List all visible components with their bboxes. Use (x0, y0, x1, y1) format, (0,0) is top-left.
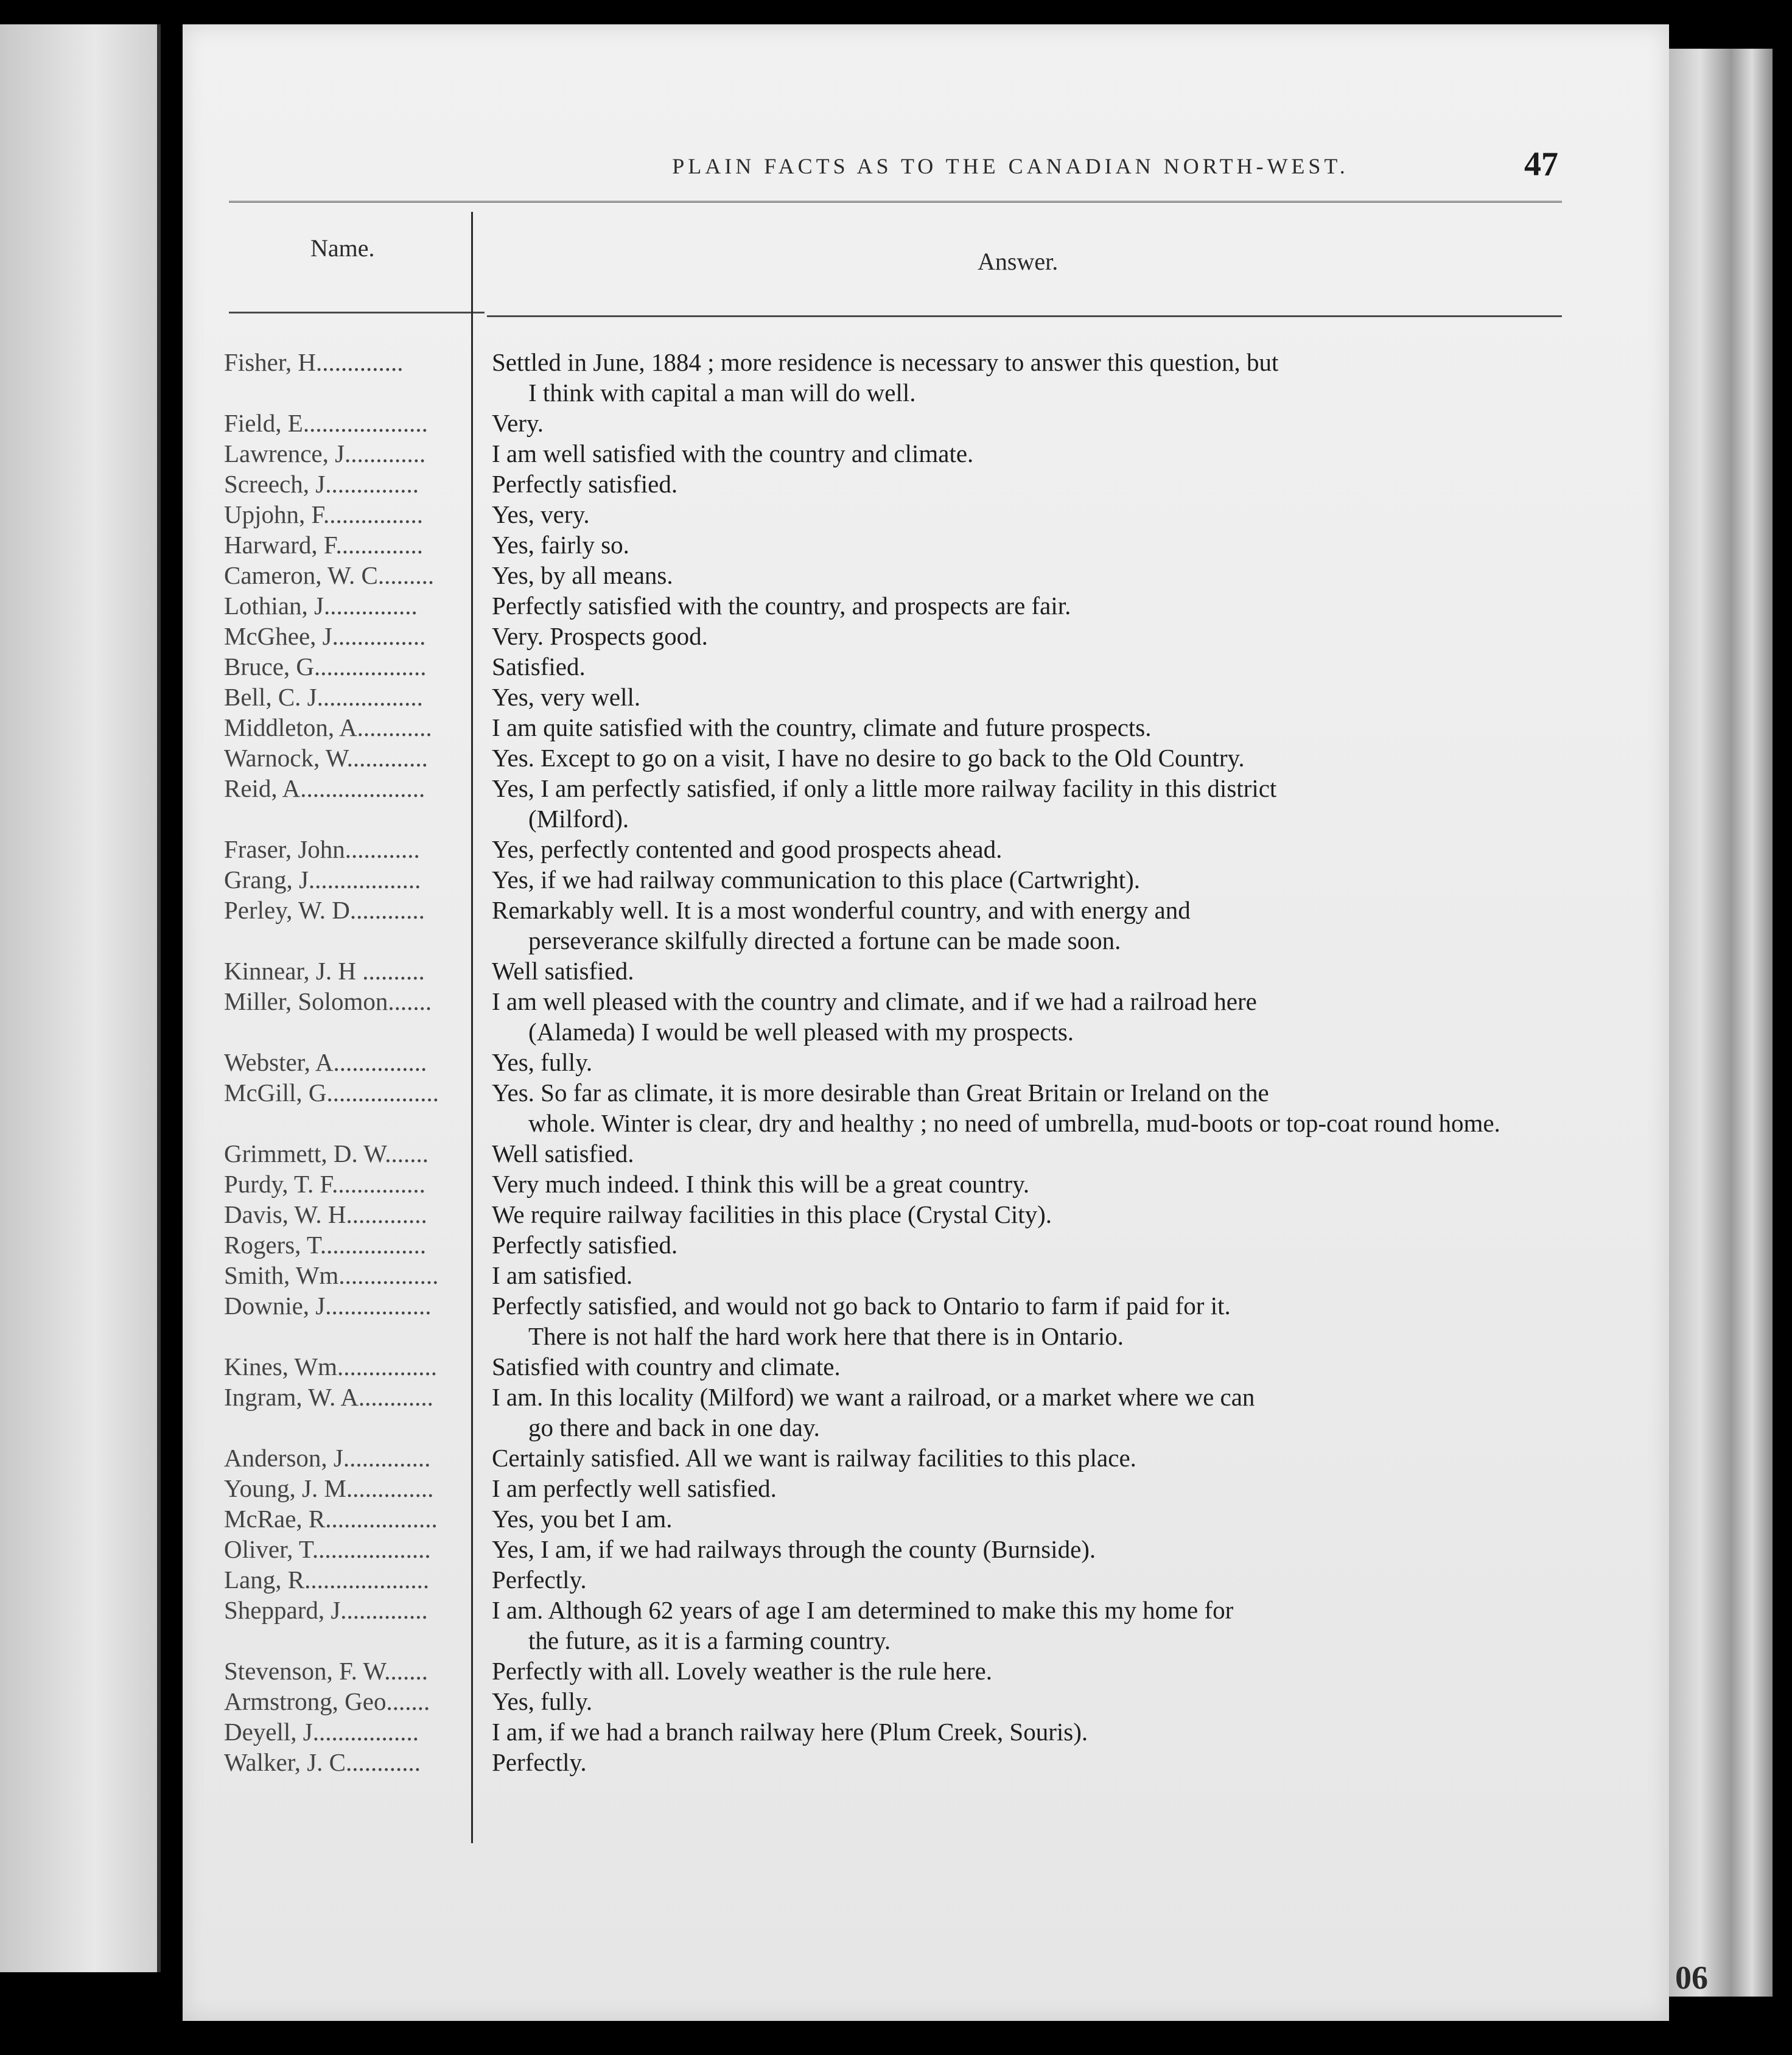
respondent-name: McGill, G.................. (224, 1079, 439, 1107)
respondent-answer (480, 560, 1564, 590)
respondent-name: Purdy, T. F............... (224, 1170, 425, 1198)
top-rule (229, 201, 1562, 203)
table-row (219, 560, 1564, 590)
respondent-answer (480, 986, 1564, 1047)
running-head: PLAIN FACTS AS TO THE CANADIAN NORTH-WEST. (672, 154, 1349, 178)
respondent-answer (480, 408, 1564, 438)
answer-text: I am well pleased with the country and climate, and if we had a railroad here (492, 987, 1257, 1015)
table-row (219, 1443, 1564, 1473)
table-row (219, 1138, 1564, 1169)
respondent-answer (480, 1443, 1564, 1473)
table-row (219, 1047, 1564, 1077)
respondent-answer (480, 864, 1564, 895)
answer-text: Yes, I am perfectly satisfied, if only a little more railway facility in this district (492, 774, 1277, 802)
respondent-name: Grang, J.................. (224, 866, 421, 894)
respondent-answer (480, 895, 1564, 956)
respondent-name: Young, J. M.............. (224, 1474, 434, 1502)
answer-text: Yes, fully. (492, 1048, 593, 1076)
respondent-name: Armstrong, Geo....... (224, 1687, 430, 1715)
respondent-answer (480, 1504, 1564, 1534)
respondent-name: Bell, C. J................. (224, 683, 423, 711)
table-row (219, 621, 1564, 651)
respondent-answer (480, 1534, 1564, 1564)
answer-text: Perfectly. (492, 1566, 587, 1594)
answer-header-rule (487, 315, 1562, 317)
table-row (219, 986, 1564, 1047)
respondent-name: Walker, J. C............ (224, 1748, 421, 1776)
respondent-name: Harward, F.............. (224, 531, 423, 559)
respondent-answer (480, 956, 1564, 986)
answer-text: Yes, I am, if we had railways through the county (Burnside). (492, 1535, 1096, 1563)
table-row (219, 438, 1564, 469)
respondent-answer (480, 1717, 1564, 1747)
respondent-name: Rogers, T................. (224, 1231, 427, 1259)
answer-text: Certainly satisfied. All we want is railway facilities to this place. (492, 1444, 1136, 1472)
answer-continuation: go there and back in one day. (528, 1413, 820, 1441)
answer-text: I am perfectly well satisfied. (492, 1474, 777, 1502)
respondent-answer (480, 1382, 1564, 1443)
respondent-name: Miller, Solomon....... (224, 987, 432, 1015)
table-row (219, 834, 1564, 864)
table-row (219, 682, 1564, 712)
answer-text: I am satisfied. (492, 1261, 633, 1289)
answer-text: Well satisfied. (492, 1140, 634, 1168)
respondent-answer (480, 712, 1564, 743)
answer-text: Yes, very well. (492, 683, 641, 711)
respondent-answer (480, 1656, 1564, 1686)
table-row (219, 1595, 1564, 1656)
table-row (219, 1382, 1564, 1443)
table-row (219, 1230, 1564, 1260)
respondent-answer (480, 773, 1564, 834)
answer-text: Satisfied with country and climate. (492, 1353, 841, 1381)
table-row (219, 712, 1564, 743)
answers-table (219, 347, 1564, 1777)
book-page (183, 24, 1669, 2021)
answer-column-header: Answer. (978, 248, 1059, 275)
respondent-answer (480, 1595, 1564, 1656)
name-column-header: Name. (310, 234, 375, 262)
table-row (219, 1564, 1564, 1595)
table-row (219, 1199, 1564, 1230)
respondent-answer (480, 530, 1564, 560)
respondent-name: Field, E.................... (224, 409, 428, 437)
table-row (219, 895, 1564, 956)
respondent-name: Fisher, H.............. (224, 348, 404, 376)
respondent-name: Fraser, John............ (224, 835, 420, 863)
answer-continuation: There is not half the hard work here that there is in Ontario. (528, 1322, 1124, 1350)
respondent-answer (480, 1351, 1564, 1382)
respondent-answer (480, 1564, 1564, 1595)
table-row (219, 743, 1564, 773)
answer-text: Yes, perfectly contented and good prospects ahead. (492, 835, 1003, 863)
respondent-answer (480, 743, 1564, 773)
respondent-answer (480, 1199, 1564, 1230)
edge-mark: 06 (1675, 1959, 1708, 1996)
answer-text: Well satisfied. (492, 957, 634, 985)
respondent-name: Cameron, W. C......... (224, 561, 435, 589)
table-row (219, 1351, 1564, 1382)
respondent-name: Sheppard, J.............. (224, 1596, 428, 1624)
answer-continuation: I think with capital a man will do well. (528, 379, 916, 407)
answer-continuation: (Milford). (528, 805, 629, 833)
answer-text: Remarkably well. It is a most wonderful country, and with energy and (492, 896, 1191, 924)
table-row (219, 590, 1564, 621)
answer-continuation: whole. Winter is clear, dry and healthy ; no need of umbrella, mud-boots or top-coat round home. (528, 1109, 1500, 1137)
respondent-name: Perley, W. D............ (224, 896, 425, 924)
table-row (219, 1260, 1564, 1290)
answer-text: Satisfied. (492, 653, 586, 681)
respondent-name: Downie, J................. (224, 1292, 432, 1320)
answer-text: Yes, you bet I am. (492, 1505, 673, 1533)
answer-text: I am, if we had a branch railway here (Plum Creek, Souris). (492, 1718, 1088, 1746)
answer-text: I am quite satisfied with the country, climate and future prospects. (492, 713, 1152, 741)
respondent-name: Screech, J............... (224, 470, 419, 498)
respondent-answer (480, 651, 1564, 682)
respondent-answer (480, 682, 1564, 712)
respondent-answer (480, 621, 1564, 651)
respondent-answer (480, 499, 1564, 530)
respondent-answer (480, 347, 1564, 408)
answer-text: Perfectly with all. Lovely weather is the rule here. (492, 1657, 992, 1685)
respondent-answer (480, 1047, 1564, 1077)
respondent-name: Upjohn, F................ (224, 500, 424, 528)
respondent-name: Grimmett, D. W....... (224, 1140, 429, 1168)
respondent-name: Reid, A.................... (224, 774, 425, 802)
respondent-answer (480, 1473, 1564, 1504)
answer-text: Settled in June, 1884 ; more residence is necessary to answer this question, but (492, 348, 1279, 376)
answer-text: Yes. So far as climate, it is more desirable than Great Britain or Ireland on the (492, 1079, 1269, 1107)
respondent-name: Anderson, J.............. (224, 1444, 431, 1472)
table-row (219, 1717, 1564, 1747)
respondent-answer (480, 1260, 1564, 1290)
table-row (219, 1169, 1564, 1199)
table-row (219, 499, 1564, 530)
respondent-answer (480, 469, 1564, 499)
answer-text: Yes, very. (492, 500, 590, 528)
table-row (219, 408, 1564, 438)
facing-page-edge (0, 24, 161, 1972)
respondent-name: Davis, W. H............. (224, 1200, 427, 1228)
answer-continuation: perseverance skilfully directed a fortune can be made soon. (528, 926, 1121, 954)
respondent-answer (480, 1230, 1564, 1260)
name-header-rule (229, 312, 485, 313)
respondent-name: Webster, A............... (224, 1048, 427, 1076)
answer-text: Yes, fully. (492, 1687, 593, 1715)
respondent-name: Kines, Wm................ (224, 1353, 438, 1381)
answer-text: Perfectly satisfied. (492, 1231, 678, 1259)
respondent-answer (480, 1077, 1564, 1138)
respondent-answer (480, 834, 1564, 864)
table-row (219, 1077, 1564, 1138)
respondent-name: Deyell, J................. (224, 1718, 419, 1746)
respondent-name: Stevenson, F. W....... (224, 1657, 429, 1685)
table-row (219, 1656, 1564, 1686)
respondent-name: Lang, R.................... (224, 1566, 430, 1594)
table-row (219, 1534, 1564, 1564)
respondent-name: McRae, R.................. (224, 1505, 438, 1533)
respondent-answer (480, 590, 1564, 621)
answer-text: I am. In this locality (Milford) we want a railroad, or a market where we can (492, 1383, 1255, 1411)
answer-text: Very much indeed. I think this will be a great country. (492, 1170, 1030, 1198)
table-row (219, 864, 1564, 895)
page-stack-edge (1669, 49, 1773, 1997)
page-number: 47 (1524, 145, 1558, 183)
answer-text: Yes, if we had railway communication to this place (Cartwright). (492, 866, 1140, 894)
respondent-name: Oliver, T................... (224, 1535, 431, 1563)
table-row (219, 469, 1564, 499)
table-row (219, 1747, 1564, 1777)
table-row (219, 1504, 1564, 1534)
respondent-answer (480, 1169, 1564, 1199)
respondent-name: Middleton, A............ (224, 713, 432, 741)
respondent-name: Kinnear, J. H .......... (224, 957, 425, 985)
answer-continuation: (Alameda) I would be well pleased with my prospects. (528, 1018, 1074, 1046)
respondent-name: Ingram, W. A............ (224, 1383, 433, 1411)
answer-text: I am. Although 62 years of age I am determined to make this my home for (492, 1596, 1234, 1624)
answer-text: Yes, by all means. (492, 561, 673, 589)
table-row (219, 651, 1564, 682)
answer-text: I am well satisfied with the country and climate. (492, 439, 974, 467)
answer-text: Yes. Except to go on a visit, I have no desire to go back to the Old Country. (492, 744, 1245, 772)
respondent-answer (480, 1290, 1564, 1351)
answer-text: Perfectly satisfied with the country, and prospects are fair. (492, 592, 1071, 620)
answer-text: Very. Prospects good. (492, 622, 708, 650)
answer-text: Perfectly satisfied, and would not go back to Ontario to farm if paid for it. (492, 1292, 1231, 1320)
respondent-answer (480, 438, 1564, 469)
respondent-answer (480, 1138, 1564, 1169)
answer-text: Yes, fairly so. (492, 531, 629, 559)
answer-text: Perfectly. (492, 1748, 587, 1776)
table-row (219, 773, 1564, 834)
table-row (219, 347, 1564, 408)
answer-continuation: the future, as it is a farming country. (528, 1626, 891, 1654)
answer-text: We require railway facilities in this place (Crystal City). (492, 1200, 1052, 1228)
table-row (219, 1473, 1564, 1504)
respondent-name: Warnock, W............. (224, 744, 428, 772)
answer-text: Perfectly satisfied. (492, 470, 678, 498)
respondent-name: Smith, Wm................ (224, 1261, 439, 1289)
table-row (219, 530, 1564, 560)
answer-text: Very. (492, 409, 544, 437)
respondent-name: Lawrence, J............. (224, 439, 426, 467)
table-row (219, 1290, 1564, 1351)
respondent-name: McGhee, J............... (224, 622, 426, 650)
respondent-name: Bruce, G.................. (224, 653, 427, 681)
table-row (219, 956, 1564, 986)
table-row (219, 1686, 1564, 1717)
respondent-name: Lothian, J............... (224, 592, 418, 620)
respondent-answer (480, 1747, 1564, 1777)
respondent-answer (480, 1686, 1564, 1717)
